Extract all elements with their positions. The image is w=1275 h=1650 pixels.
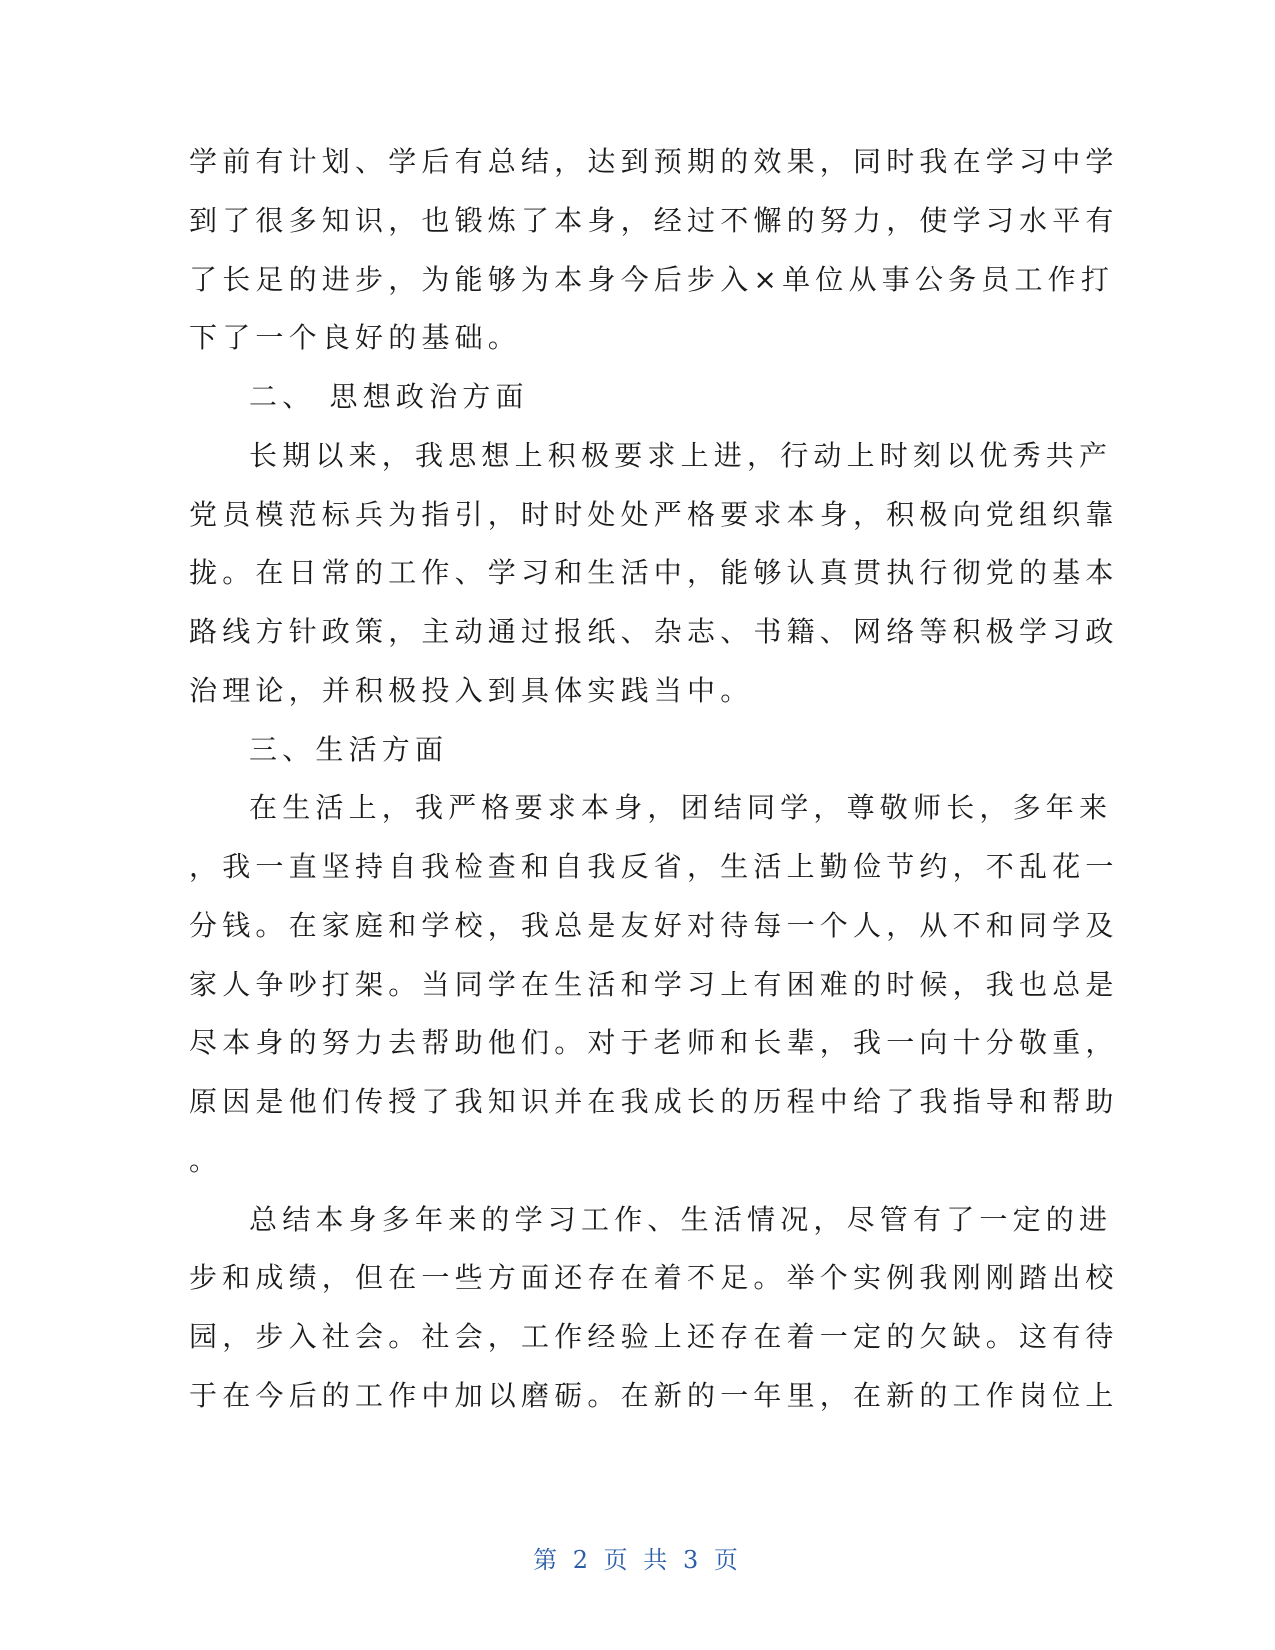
section-heading: 三、生活方面 xyxy=(249,733,449,766)
section-heading: 二、 思想政治方面 xyxy=(249,380,529,413)
text-line: 党员模范标兵为指引，时时处处严格要求本身，积极向党组织靠 xyxy=(189,498,1119,531)
text-line: 总结本身多年来的学习工作、生活情况，尽管有了一定的进 xyxy=(249,1203,1113,1236)
text-line: 家人争吵打架。当同学在生活和学习上有困难的时候，我也总是 xyxy=(189,968,1119,1001)
text-line: 了长足的进步，为能够为本身今后步入×单位从事公务员工作打 xyxy=(189,263,1115,296)
text-line: 下了一个良好的基础。 xyxy=(189,321,522,354)
text-line: 尽本身的努力去帮助他们。对于老师和长辈，我一向十分敬重， xyxy=(189,1026,1119,1059)
text-line: 学前有计划、学后有总结，达到预期的效果，同时我在学习中学 xyxy=(189,145,1119,178)
text-line: 原因是他们传授了我知识并在我成长的历程中给了我指导和帮助 xyxy=(189,1085,1119,1118)
text-line: ，我一直坚持自我检查和自我反省，生活上勤俭节约，不乱花一 xyxy=(189,850,1119,883)
text-line: 步和成绩，但在一些方面还存在着不足。举个实例我刚刚踏出校 xyxy=(189,1261,1119,1294)
text-line: 。 xyxy=(189,1144,223,1177)
text-line: 园，步入社会。社会，工作经验上还存在着一定的欠缺。这有待 xyxy=(189,1320,1119,1353)
text-line: 分钱。在家庭和学校，我总是友好对待每一个人，从不和同学及 xyxy=(189,909,1119,942)
text-line: 到了很多知识，也锻炼了本身，经过不懈的努力，使学习水平有 xyxy=(189,204,1119,237)
text-line: 在生活上，我严格要求本身，团结同学，尊敬师长，多年来 xyxy=(249,791,1113,824)
text-line: 拢。在日常的工作、学习和生活中，能够认真贯执行彻党的基本 xyxy=(189,556,1119,589)
page-number-footer: 第 2 页 共 3 页 xyxy=(533,1546,742,1574)
text-line: 于在今后的工作中加以磨砺。在新的一年里，在新的工作岗位上 xyxy=(189,1379,1119,1412)
text-line: 长期以来，我思想上积极要求上进，行动上时刻以优秀共产 xyxy=(249,439,1113,472)
text-line: 路线方针政策，主动通过报纸、杂志、书籍、网络等积极学习政 xyxy=(189,615,1119,648)
text-line: 治理论，并积极投入到具体实践当中。 xyxy=(189,674,754,707)
